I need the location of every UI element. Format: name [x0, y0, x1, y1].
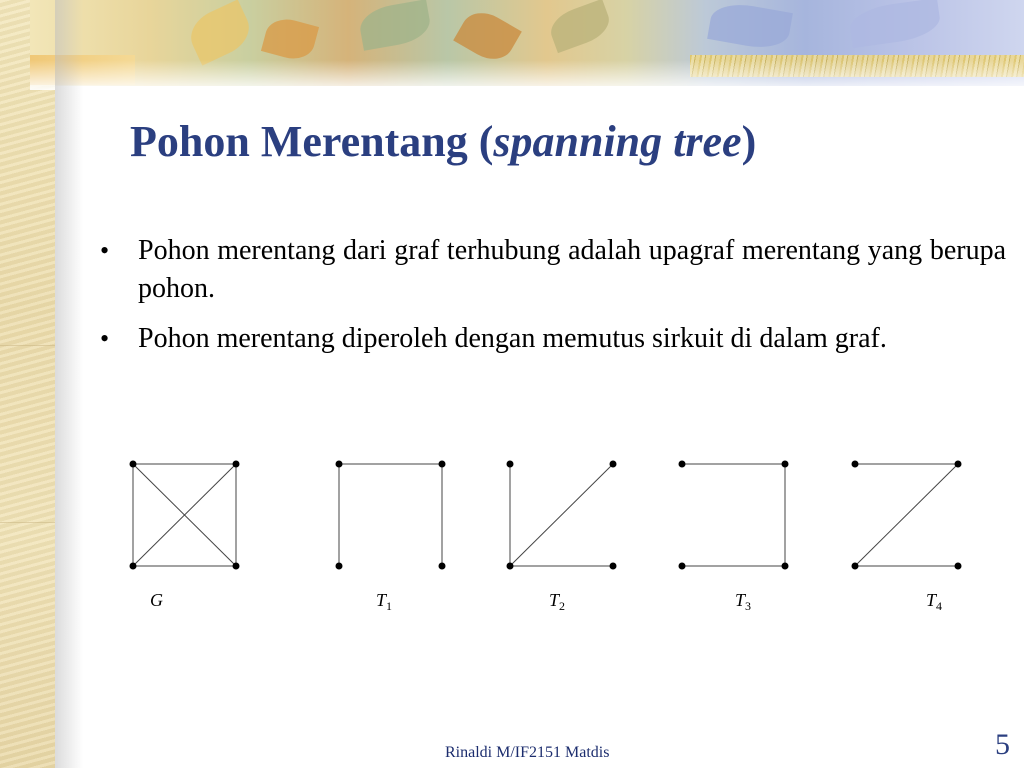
bullet-marker: • — [100, 324, 110, 353]
graph-label-subscript: 3 — [745, 599, 752, 613]
bullet-text: Pohon merentang dari graf terhubung adalah upagraf merentang yang berupa pohon. — [138, 235, 1006, 304]
page-number: 5 — [995, 728, 1010, 761]
graph-label-subscript: 1 — [386, 599, 393, 613]
graph-vertex — [610, 563, 617, 570]
graph-label: $T_4$ — [926, 590, 943, 613]
graph-label: $T_1$ — [376, 590, 393, 613]
graph-vertex — [679, 461, 686, 468]
graph-label: $T_2$ — [549, 590, 566, 613]
graph-vertex — [610, 461, 617, 468]
graph-vertex — [130, 563, 137, 570]
graph-vertex — [507, 461, 514, 468]
graph-vertex — [679, 563, 686, 570]
graph-vertex — [233, 461, 240, 468]
graph-label: $T_3$ — [735, 590, 752, 613]
title-main: Pohon Merentang ( — [130, 117, 494, 166]
graph-vertex — [507, 563, 514, 570]
graph-label-subscript: 2 — [559, 599, 566, 613]
graph-vertex — [439, 461, 446, 468]
graph-edge-diag-anti — [510, 464, 613, 566]
graph-vertex — [852, 563, 859, 570]
graph-vertex — [955, 461, 962, 468]
graph-vertex — [130, 461, 137, 468]
graph-vertex — [233, 563, 240, 570]
graph-t2 — [507, 461, 617, 614]
graph-t3 — [679, 461, 789, 614]
bullet-marker: • — [100, 236, 110, 265]
graph-vertex — [852, 461, 859, 468]
title-close: ) — [741, 117, 757, 166]
bullet-text: Pohon merentang diperoleh dengan memutus sirkuit di dalam graf. — [138, 323, 887, 354]
graph-t1 — [336, 461, 446, 614]
graph-edge-diag-anti — [855, 464, 958, 566]
graph-t4 — [852, 461, 962, 614]
graph-vertex — [439, 563, 446, 570]
graph-label-subscript: 4 — [936, 599, 943, 613]
graph-vertex — [782, 563, 789, 570]
graph-label: G — [150, 590, 163, 610]
graph-vertex — [955, 563, 962, 570]
graph-vertex — [782, 461, 789, 468]
graph-vertex — [336, 461, 343, 468]
graph-g — [130, 461, 240, 611]
title-italic: spanning tree — [493, 117, 742, 166]
graph-vertex — [336, 563, 343, 570]
footer-text: Rinaldi M/IF2151 Matdis — [445, 744, 610, 761]
